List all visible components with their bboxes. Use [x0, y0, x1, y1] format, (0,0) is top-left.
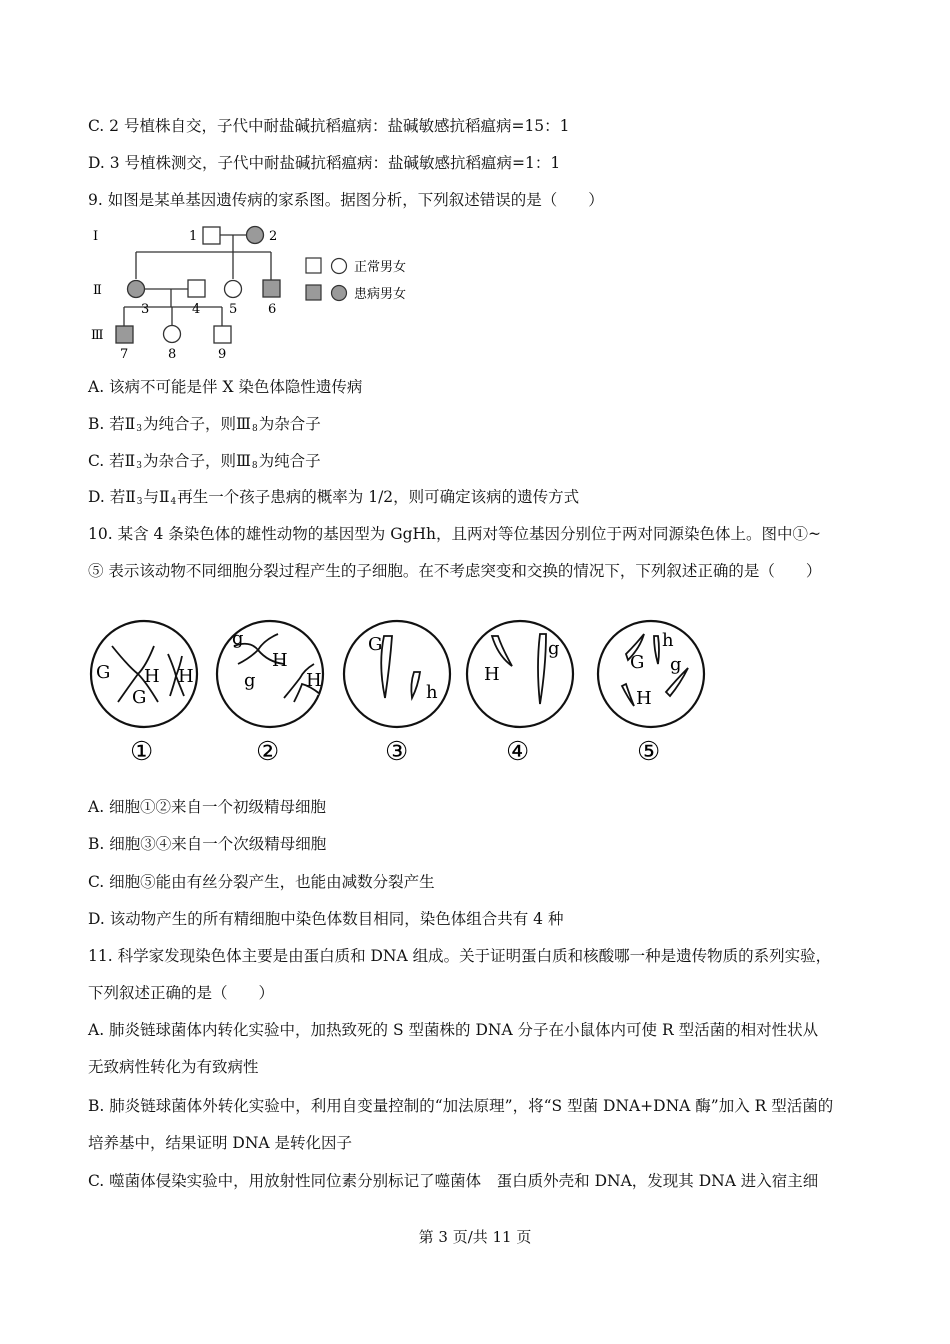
- cell-1-gene-2: H: [144, 666, 160, 687]
- pedigree-chart: [88, 222, 438, 368]
- pedigree-id-6: 6: [268, 302, 277, 317]
- cell-5-gene-1: G: [630, 652, 645, 673]
- cell-4-gene-2: g: [548, 638, 560, 659]
- pedigree-iii9-normal-male: [214, 326, 231, 343]
- legend-normal-label: 正常男女: [354, 260, 407, 275]
- cell-5-gene-3: g: [670, 654, 682, 675]
- q8-option-c: C. 2 号植株自交，子代中耐盐碱抗稻瘟病：盐碱敏感抗稻瘟病=15：1: [88, 117, 570, 135]
- cell-4-gene-1: H: [484, 664, 500, 685]
- q9-option-a: A. 该病不可能是伴 X 染色体隐性遗传病: [88, 378, 363, 396]
- cell-2-gene-1: g: [232, 628, 244, 649]
- q11-option-a-line2: 无致病性转化为有致病性: [88, 1058, 259, 1076]
- q10-stem-line2: ⑤ 表示该动物不同细胞分裂过程产生的子细胞。在不考虑突变和交换的情况下，下列叙述正确的是（ ）: [88, 562, 822, 580]
- q9-option-c: C. 若$Ⅱ_3$为杂合子，则$Ⅲ_8$为纯合子: [88, 452, 321, 471]
- cell-number-4: ④: [506, 737, 530, 767]
- q11-option-b-line1: B. 肺炎链球菌体外转化实验中，利用自变量控制的“加法原理”，将“S 型菌 DNA+DNA 酶”加入 R 型活菌的: [88, 1097, 834, 1115]
- cell-number-2: ②: [256, 737, 280, 767]
- cell-division-figure: [88, 606, 718, 786]
- pedigree-id-9: 9: [218, 347, 227, 362]
- legend-affected-male-icon: [306, 285, 321, 300]
- pedigree-id-5: 5: [229, 302, 238, 317]
- pedigree-ii4-normal-male: [188, 280, 205, 297]
- pedigree-id-8: 8: [168, 347, 177, 362]
- cell-4-chromosomes: [492, 634, 546, 704]
- pedigree-ii3-affected-female: [128, 281, 145, 298]
- cell-2-gene-4: H: [306, 670, 322, 691]
- cell-3-gene-1: G: [368, 634, 383, 655]
- q9-stem: 9. 如图是某单基因遗传病的家系图。据图分析，下列叙述错误的是（ ）: [88, 191, 604, 209]
- cell-1-gene-3: H: [178, 666, 194, 687]
- page-footer: 第 3 页/共 11 页: [418, 1228, 532, 1246]
- pedigree-iii8-normal-female: [164, 326, 181, 343]
- cell-number-5: ⑤: [637, 737, 661, 767]
- pedigree-id-7: 7: [120, 347, 129, 362]
- q10-option-c: C. 细胞⑤能由有丝分裂产生，也能由减数分裂产生: [88, 873, 435, 891]
- cell-3-chromosomes: [381, 636, 420, 698]
- q8-option-d: D. 3 号植株测交，子代中耐盐碱抗稻瘟病：盐碱敏感抗稻瘟病=1：1: [88, 154, 561, 172]
- cell-number-1: ①: [130, 737, 154, 767]
- q11-stem-line1: 11. 科学家发现染色体主要是由蛋白质和 DNA 组成。关于证明蛋白质和核酸哪一种是遗传物质的系列实验，: [88, 947, 832, 965]
- q9-option-b: B. 若$Ⅱ_3$为纯合子，则$Ⅲ_8$为杂合子: [88, 415, 321, 434]
- legend-affected-label: 患病男女: [354, 287, 407, 302]
- gen-label-3: Ⅲ: [91, 328, 104, 343]
- cell-1-gene-1: G: [96, 662, 111, 683]
- legend-normal-male-icon: [306, 258, 321, 273]
- q11-option-a-line1: A. 肺炎链球菌体内转化实验中，加热致死的 S 型菌株的 DNA 分子在小鼠体内可使 R 型活菌的相对性状从: [88, 1021, 819, 1039]
- q9-option-d: D. 若$Ⅱ_3$与$Ⅱ_4$再生一个孩子患病的概率为 1/2，则可确定该病的遗传方式: [88, 488, 580, 507]
- pedigree-id-1: 1: [189, 229, 198, 244]
- pedigree-iii7-affected-male: [116, 326, 133, 343]
- cell-2-gene-3: g: [244, 670, 256, 691]
- pedigree-i2-affected-female: [247, 227, 264, 244]
- q10-option-d: D. 该动物产生的所有精细胞中染色体数目相同，染色体组合共有 4 种: [88, 910, 564, 928]
- cell-3-gene-2: h: [426, 682, 438, 703]
- gen-label-1: Ⅰ: [93, 229, 99, 244]
- q11-option-b-line2: 培养基中，结果证明 DNA 是转化因子: [88, 1134, 353, 1152]
- gen-label-2: Ⅱ: [93, 283, 102, 298]
- cell-2-gene-2: H: [272, 650, 288, 671]
- pedigree-id-4: 4: [192, 302, 201, 317]
- q10-option-b: B. 细胞③④来自一个次级精母细胞: [88, 835, 327, 853]
- q10-option-a: A. 细胞①②来自一个初级精母细胞: [88, 798, 327, 816]
- q10-stem-line1: 10. 某含 4 条染色体的雄性动物的基因型为 GgHh，且两对等位基因分别位于两对同源染色体上。图中①~: [88, 525, 822, 543]
- legend-normal-female-icon: [332, 259, 347, 274]
- pedigree-id-2: 2: [269, 229, 278, 244]
- pedigree-id-3: 3: [141, 302, 150, 317]
- cell-number-3: ③: [385, 737, 409, 767]
- cell-5-gene-4: H: [636, 688, 652, 709]
- pedigree-i1-normal-male: [203, 227, 220, 244]
- q11-option-c-line1: C. 噬菌体侵染实验中，用放射性同位素分别标记了噬菌体 蛋白质外壳和 DNA，发现其 DNA 进入宿主细: [88, 1172, 819, 1190]
- q11-stem-line2: 下列叙述正确的是（ ）: [88, 984, 275, 1002]
- legend-affected-female-icon: [332, 286, 347, 301]
- pedigree-ii5-normal-female: [225, 281, 242, 298]
- cell-5-gene-2: h: [662, 630, 674, 651]
- pedigree-ii6-affected-male: [263, 280, 280, 297]
- cell-1-gene-4: G: [132, 687, 147, 708]
